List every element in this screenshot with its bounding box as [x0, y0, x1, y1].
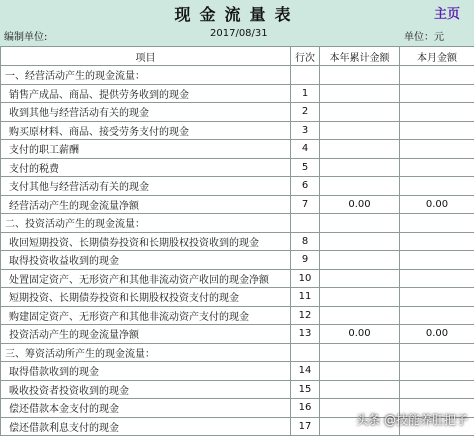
month-amount-cell — [400, 214, 474, 233]
table-row — [1, 325, 474, 344]
month-amount-cell[interactable]: 0.00 — [400, 325, 474, 344]
table-row — [1, 306, 474, 325]
ytd-amount-cell[interactable] — [320, 362, 400, 381]
table-row — [1, 177, 474, 196]
ytd-amount-cell[interactable] — [320, 121, 400, 140]
line-no-cell: 3 — [291, 121, 320, 140]
table-row — [1, 195, 474, 214]
item-cell: 吸收投资者投资收到的现金 — [1, 380, 291, 399]
item-cell: 收到其他与经营活动有关的现金 — [1, 103, 291, 122]
ytd-amount-cell — [320, 214, 400, 233]
line-no-cell: 11 — [291, 288, 320, 307]
line-no-cell: 15 — [291, 380, 320, 399]
month-amount-cell[interactable] — [400, 140, 474, 159]
currency-unit-label: 单位：元 — [404, 28, 444, 43]
table-row — [1, 269, 474, 288]
table-row — [1, 121, 474, 140]
line-no-cell: 13 — [291, 325, 320, 344]
report-info-row — [0, 24, 474, 44]
column-header-ytd-amount: 本年累计金额 — [320, 47, 400, 66]
page-title: 现金流量表 — [0, 2, 474, 25]
month-amount-cell[interactable] — [400, 288, 474, 307]
table-row — [1, 288, 474, 307]
line-no-cell — [291, 343, 320, 362]
watermark: 头条 @技能养肛把子 — [356, 411, 468, 428]
month-amount-cell[interactable] — [400, 269, 474, 288]
month-amount-cell[interactable] — [400, 103, 474, 122]
ytd-amount-cell[interactable] — [320, 232, 400, 251]
month-amount-cell[interactable] — [400, 380, 474, 399]
item-cell: 取得投资收益收到的现金 — [1, 251, 291, 270]
section-header-row — [1, 343, 474, 362]
company-label: 编制单位: — [4, 28, 47, 43]
line-no-cell: 8 — [291, 232, 320, 251]
month-amount-cell[interactable] — [400, 177, 474, 196]
column-header-item: 项目 — [1, 47, 291, 66]
item-cell: 购建固定资产、无形资产和其他非流动资产支付的现金 — [1, 306, 291, 325]
report-date: 2017/08/31 — [210, 28, 268, 39]
line-no-cell: 5 — [291, 158, 320, 177]
month-amount-cell[interactable] — [400, 121, 474, 140]
table-row — [1, 158, 474, 177]
column-header-line-no: 行次 — [291, 47, 320, 66]
month-amount-cell — [400, 343, 474, 362]
table-row — [1, 362, 474, 381]
month-amount-cell[interactable]: 0.00 — [400, 195, 474, 214]
item-cell: 二、投资活动产生的现金流量： — [1, 214, 291, 233]
title-bar — [0, 0, 474, 24]
section-header-row — [1, 214, 474, 233]
item-cell: 经营活动产生的现金流量净额 — [1, 195, 291, 214]
item-cell: 支付的职工薪酬 — [1, 140, 291, 159]
ytd-amount-cell[interactable] — [320, 251, 400, 270]
line-no-cell: 16 — [291, 399, 320, 418]
item-cell: 支付的税费 — [1, 158, 291, 177]
line-no-cell: 17 — [291, 417, 320, 436]
ytd-amount-cell — [320, 343, 400, 362]
table-row — [1, 140, 474, 159]
cash-flow-table — [0, 46, 474, 436]
table-row — [1, 232, 474, 251]
ytd-amount-cell[interactable] — [320, 269, 400, 288]
ytd-amount-cell[interactable] — [320, 103, 400, 122]
ytd-amount-cell[interactable] — [320, 140, 400, 159]
month-amount-cell[interactable] — [400, 158, 474, 177]
month-amount-cell[interactable] — [400, 251, 474, 270]
line-no-cell — [291, 214, 320, 233]
line-no-cell: 4 — [291, 140, 320, 159]
item-cell: 投资活动产生的现金流量净额 — [1, 325, 291, 344]
item-cell: 收回短期投资、长期债券投资和长期股权投资收到的现金 — [1, 232, 291, 251]
item-cell: 购买原材料、商品、接受劳务支付的现金 — [1, 121, 291, 140]
month-amount-cell[interactable] — [400, 232, 474, 251]
item-cell: 一、经营活动产生的现金流量： — [1, 66, 291, 85]
item-cell: 取得借款收到的现金 — [1, 362, 291, 381]
table-header-row — [1, 47, 474, 66]
item-cell: 偿还借款本金支付的现金 — [1, 399, 291, 418]
ytd-amount-cell[interactable] — [320, 84, 400, 103]
table-body — [1, 66, 474, 436]
item-cell: 处置固定资产、无形资产和其他非流动资产收回的现金净额 — [1, 269, 291, 288]
ytd-amount-cell[interactable]: 0.00 — [320, 325, 400, 344]
item-cell: 销售产成品、商品、提供劳务收到的现金 — [1, 84, 291, 103]
table-row — [1, 103, 474, 122]
home-link[interactable]: 主页 — [434, 3, 460, 22]
column-header-month-amount: 本月金额 — [400, 47, 474, 66]
line-no-cell: 1 — [291, 84, 320, 103]
item-cell: 偿还借款利息支付的现金 — [1, 417, 291, 436]
line-no-cell: 14 — [291, 362, 320, 381]
table-row — [1, 84, 474, 103]
item-cell: 三、筹资活动所产生的现金流量： — [1, 343, 291, 362]
ytd-amount-cell — [320, 66, 400, 85]
line-no-cell: 6 — [291, 177, 320, 196]
ytd-amount-cell[interactable] — [320, 158, 400, 177]
month-amount-cell — [400, 66, 474, 85]
ytd-amount-cell[interactable]: 0.00 — [320, 195, 400, 214]
ytd-amount-cell[interactable] — [320, 288, 400, 307]
ytd-amount-cell[interactable] — [320, 380, 400, 399]
section-header-row — [1, 66, 474, 85]
month-amount-cell[interactable] — [400, 362, 474, 381]
table-row — [1, 380, 474, 399]
item-cell: 短期投资、长期债券投资和长期股权投资支付的现金 — [1, 288, 291, 307]
item-cell: 支付其他与经营活动有关的现金 — [1, 177, 291, 196]
line-no-cell: 7 — [291, 195, 320, 214]
month-amount-cell[interactable] — [400, 84, 474, 103]
table-row — [1, 251, 474, 270]
ytd-amount-cell[interactable] — [320, 177, 400, 196]
line-no-cell: 9 — [291, 251, 320, 270]
month-amount-cell[interactable] — [400, 306, 474, 325]
ytd-amount-cell[interactable] — [320, 306, 400, 325]
line-no-cell: 12 — [291, 306, 320, 325]
line-no-cell: 2 — [291, 103, 320, 122]
line-no-cell — [291, 66, 320, 85]
line-no-cell: 10 — [291, 269, 320, 288]
